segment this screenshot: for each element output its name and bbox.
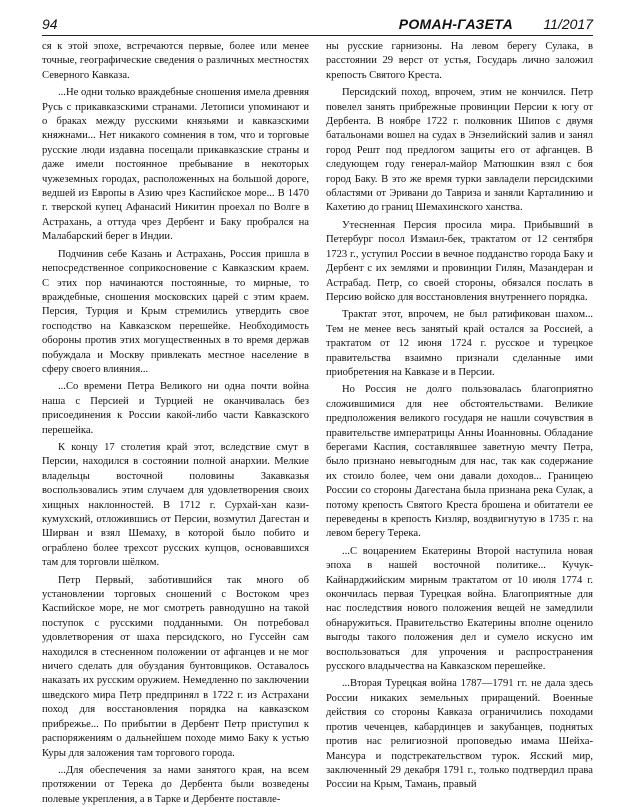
paragraph: ...Для обеспечения за нами занятого края, на всем протяжении от Терека до Дербента были возведены полевые укрепления, а в Тарке и Дербенте поставле- xyxy=(42,764,309,805)
paragraph: Подчинив себе Казань и Астрахань, Россия пришла в непосредственное соприкосновение с Кавказским краем. С этих пор начинаются постоянные, то мирные, то враждебные, сношения московских царей с этим краем. Персия, Турция и Крым стремились утвердить свое господство на Кавказском перешейке. Необходимость обороны против этих могущественных в то время держав побуждала и Москву привлекать местное население в сферу своего влияния... xyxy=(42,248,309,375)
paragraph: Петр Первый, заботившийся так много об установлении торговых сношений с Востоком чрез Каспийское море, не мог смотреть равнодушно на такой поступок с русскими подданными. Он потребовал удовлетворения от шаха персидского, но Гуссейн сам находился в стесненном положении от афганцев и не мог ничего сделать для обуздания бунтовщиков. Оставалось наказать их русским оружием. Немедленно по заключении шведского мира Петр предпринял в 1722 г. из Астрахани поход для восстановления порядка на кавказском прибрежье... По прибытии в Дербент Петр приступил к распоряжениям о дальнейшем походе мимо Баку к устью Куры для заложения там торгового города. xyxy=(42,574,309,759)
paragraph: ...С воцарением Екатерины Второй наступила новая эпоха в нашей восточной политике... Кучук-Кайнарджийским мирным трактатом от 10 июля 1774 г. окончилась первая Турецкая война. Благоприятные для нас последствия нового положения вещей не замедлили обнаружиться. Правительство Екатерины вполне оценило выгоды такого положения дел и сумело искусно им воспользоваться для упрочения и распространения русского владычества на Кавказском перешейке. xyxy=(326,545,593,673)
paragraph: Трактат этот, впрочем, не был ратификован шахом... Тем не менее весь занятый край остался за Россией, а трактатом от 12 июня 1724 г. русское и турецкое правительства взаимно признали сделанные ими приобретения на Кавказе и в Персии. xyxy=(326,309,593,378)
paragraph: ...Не одни только враждебные сношения имела древняя Русь с прикавказскими странами. Летописи упоминают и о браках между русскими князьями и кавказскими княжнами... Нет никакого сомнения в том, что и торговые русские люди издавна посещали прикавказские страны и даже имели постоянное пребывание в некоторых чужеземных городах, расположенных на большой дороге, ведшей из Европы в Азию чрез Каспийское море... В 1470 г. тверской купец Афанасий Никитин проехал по Волге в Астрахань, а оттуда чрез Дербент и Баку пробрался на Малабарский берег в Индии. xyxy=(42,87,309,243)
paragraph: Но Россия не долго пользовалась благоприятно сложившимися для нее обстоятельствами. Великие предположения великого государя не нашли сочувствия в правительстве императрицы Анны Иоанновны. Обладание берегами Каспия, составлявшее заветную мечту Петра, было признано невыгодным для нас, так как содержание их стоило более, чем они давали доходов... Границею России со стороны Дагестана была признана река Сулак, а потому крепость Святого Креста брошена и обитатели ее переведены в крепость Кизляр, воздвигнутую в 1735 г. на левом берегу Терека. xyxy=(326,384,593,540)
paragraph: ны русские гарнизоны. На левом берегу Сулака, в расстоянии 29 верст от устья, Государь лично заложил крепость Святого Креста. xyxy=(326,41,593,81)
paragraph: К концу 17 столетия край этот, вследствие смут в Персии, находился в состоянии полной анархии. Мелкие владельцы восточной половины Закавказья воспользовались этим случаем для удовлетворения своих хищных наклонностей. В 1712 г. Сурхай-хан кази-кумухский, отложившись от Персии, возмутил Дагестан и Ширван и взял Шемаху, в которой было побито и ограблено более трехсот русских купцов, основавшихся там для торговли шёлком. xyxy=(42,441,309,569)
right-column xyxy=(326,40,593,792)
page-number: 94 xyxy=(42,16,58,32)
paragraph: ся к этой эпохе, встречаются первые, более или менее точные, географические сведения о различных местностях Северного Кавказа. xyxy=(42,41,309,81)
header-rule xyxy=(42,35,593,36)
issue-number: 11/2017 xyxy=(543,16,593,32)
paragraph: Утесненная Персия просила мира. Прибывший в Петербург посол Измаил-бек, трактатом от 12 сентября 1723 г., уступил России в вечное подданство города Баку и Дербент с их землями и провинции Гилян, Мазандеран и Астрабад. Петр, со своей стороны, обязался послать в Персию войско для восстановления внутреннего порядка. xyxy=(326,219,593,303)
journal-title: РОМАН-ГАЗЕТА xyxy=(398,16,513,32)
paragraph: ...Вторая Турецкая война 1787—1791 гг. не дала здесь России никаких земельных приращений. Военные действия со стороны Кавказа ограничились походами против чеченцев, кабардинцев и закубанцев, поднятых против нас религиозной проповедью имама Шейха-Мансура и подстрекательством турок. Ясский мир, заключенный 29 декабря 1791 г., только подтвердил права России на Крым, Тамань, правый xyxy=(326,678,593,791)
left-column xyxy=(42,40,309,805)
paragraph: Персидский поход, впрочем, этим не кончился. Петр повелел занять прибрежные провинции Персии к югу от Дербента. В ноябре 1722 г. полковник Шипов с двумя батальонами вошел на судах в Энзелийский залив и занял город Решт под предлогом защиты его от афганцев. В следующем году генерал-майор Матюшкин взял с боя город Баку. В это же время турки завладели персидскими областями от Эривани до Тавриза и заняли Карталинию и Кахетию до границ Шемахинского ханства. xyxy=(326,87,593,214)
paragraph: ...Со времени Петра Великого ни одна почти война наша с Персией и Турцией не оканчивалась без присоединения к России какой-либо части Кавказского перешейка. xyxy=(42,381,309,436)
page-header xyxy=(42,16,593,34)
